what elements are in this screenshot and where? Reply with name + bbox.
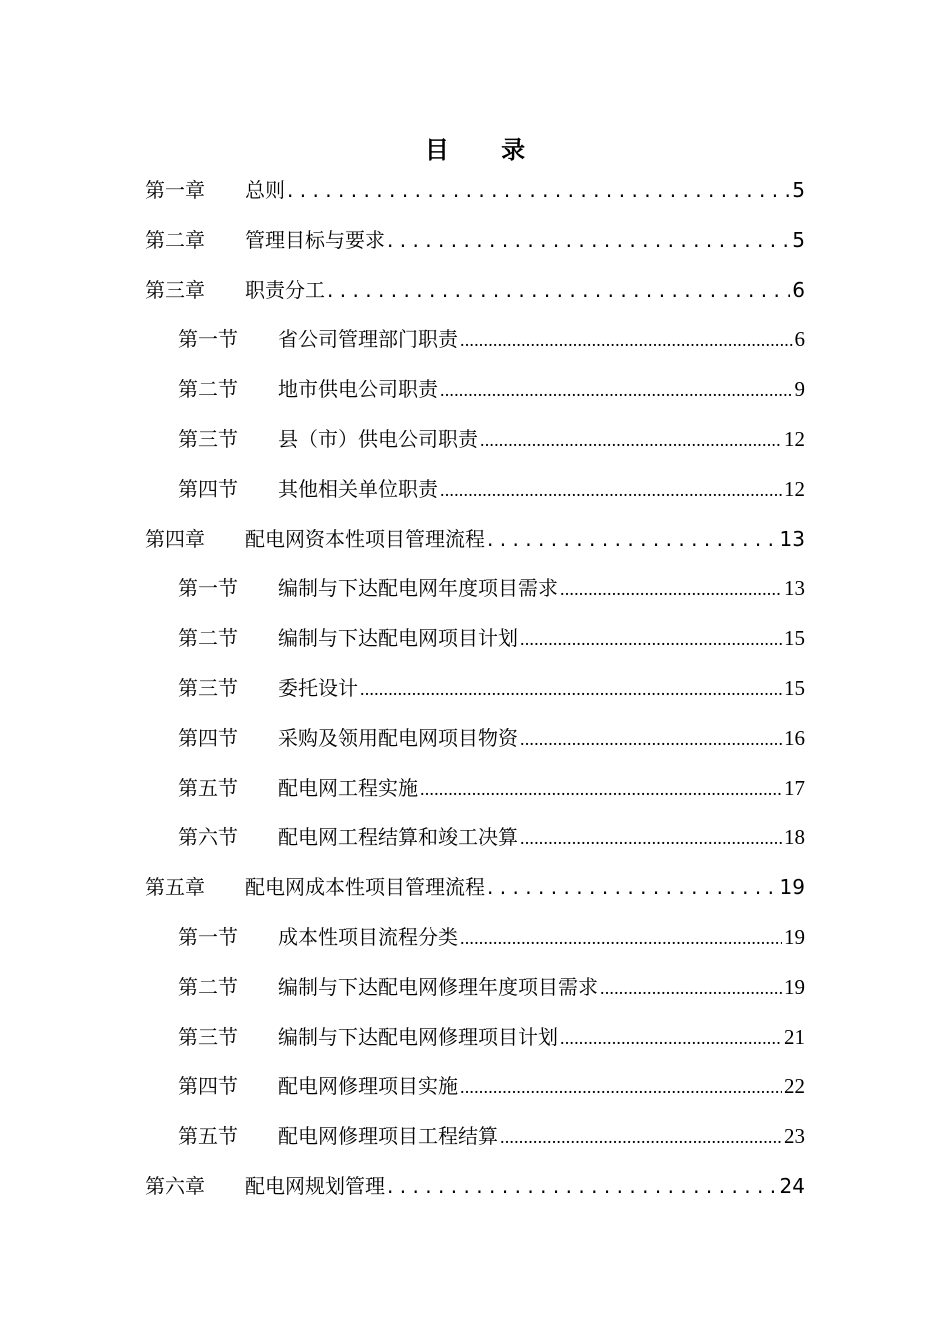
toc-entry-title: 编制与下达配电网修理项目计划: [278, 1024, 558, 1049]
toc-page-number: 19: [779, 875, 805, 900]
toc-page-number: 5: [792, 227, 805, 252]
toc-chapter-entry[interactable]: [145, 872, 805, 902]
toc-entry-label: 第一章: [145, 178, 205, 202]
toc-entry-label: 第四节: [178, 725, 238, 750]
toc-chapter-entry[interactable]: [145, 275, 805, 305]
toc-entry-label: 第一节: [178, 576, 238, 601]
toc-title: 目 录: [424, 136, 548, 164]
toc-dot-leader: [560, 574, 782, 604]
toc-entry-label: 第五章: [145, 875, 205, 900]
toc-section-entry[interactable]: [178, 573, 805, 603]
toc-section-entry[interactable]: [178, 1022, 805, 1052]
toc-entry-label: 第三节: [178, 1024, 238, 1049]
toc-dot-leader: [327, 275, 790, 305]
toc-section-entry[interactable]: [178, 972, 805, 1002]
toc-dot-leader: [460, 1072, 782, 1102]
toc-dot-leader: [520, 624, 782, 654]
toc-entry-title: 配电网成本性项目管理流程: [245, 875, 485, 900]
toc-section-entry[interactable]: [178, 474, 805, 504]
toc-dot-leader: [520, 823, 782, 853]
toc-entry-title: 总则: [245, 178, 285, 202]
toc-entry-title: 配电网修理项目工程结算: [278, 1124, 498, 1149]
toc-page-number: 16: [784, 725, 805, 750]
toc-dot-leader: [440, 475, 782, 505]
toc-dot-leader: [360, 674, 782, 704]
toc-page-number: 23: [784, 1124, 805, 1149]
toc-entry-label: 第六节: [178, 825, 238, 850]
toc-entry-title: 配电网修理项目实施: [278, 1074, 458, 1099]
toc-page-number: 22: [784, 1074, 805, 1099]
toc-page-number: 12: [784, 427, 805, 451]
toc-dot-leader: [420, 774, 782, 804]
toc-entry-label: 第六章: [145, 1174, 205, 1198]
toc-section-entry[interactable]: [178, 424, 805, 454]
toc-chapter-entry[interactable]: [145, 1171, 805, 1201]
toc-dot-leader: [387, 225, 790, 255]
toc-page-number: 19: [784, 974, 805, 999]
toc-dot-leader: [440, 375, 793, 405]
toc-dot-leader: [460, 325, 793, 355]
toc-entry-label: 第二节: [178, 377, 238, 402]
toc-entry-title: 管理目标与要求: [245, 227, 385, 252]
toc-page-number: 9: [794, 377, 805, 402]
toc-chapter-entry[interactable]: [145, 524, 805, 554]
toc-entry-label: 第三节: [178, 427, 238, 451]
toc-entry-title: 其他相关单位职责: [278, 476, 438, 501]
toc-entry-title: 省公司管理部门职责: [278, 327, 458, 352]
toc-chapter-entry[interactable]: [145, 175, 805, 205]
toc-entry-label: 第五节: [178, 775, 238, 800]
toc-entry-label: 第二节: [178, 974, 238, 999]
toc-page-number: 21: [784, 1024, 805, 1049]
toc-entry-title: 配电网规划管理: [245, 1174, 385, 1198]
toc-section-entry[interactable]: [178, 1071, 805, 1101]
toc-dot-leader: [287, 175, 790, 205]
toc-section-entry[interactable]: [178, 374, 805, 404]
toc-entry-title: 地市供电公司职责: [278, 377, 438, 402]
toc-dot-leader: [460, 923, 782, 953]
toc-dot-leader: [487, 872, 778, 902]
toc-entry-title: 编制与下达配电网项目计划: [278, 626, 518, 651]
toc-page-number: 13: [784, 576, 805, 601]
toc-section-entry[interactable]: [178, 324, 805, 354]
toc-entry-title: 成本性项目流程分类: [278, 925, 458, 949]
toc-page-number: 17: [784, 775, 805, 800]
toc-section-entry[interactable]: [178, 723, 805, 753]
toc-entry-title: 职责分工: [245, 277, 325, 302]
toc-entry-label: 第四节: [178, 1074, 238, 1099]
toc-entry-title: 编制与下达配电网年度项目需求: [278, 576, 558, 601]
toc-entry-label: 第二节: [178, 626, 238, 651]
toc-entry-label: 第三章: [145, 277, 205, 302]
toc-entry-label: 第四节: [178, 476, 238, 501]
toc-page-number: 12: [784, 476, 805, 501]
toc-dot-leader: [560, 1023, 782, 1053]
toc-page-number: 15: [784, 676, 805, 700]
toc-page-number: 5: [792, 178, 805, 202]
toc-page-number: 6: [794, 327, 805, 352]
toc-page-number: 24: [779, 1174, 805, 1198]
toc-dot-leader: [387, 1171, 778, 1201]
toc-dot-leader: [480, 425, 782, 455]
toc-section-entry[interactable]: [178, 1121, 805, 1151]
toc-entry-title: 配电网工程实施: [278, 775, 418, 800]
toc-page-number: 6: [792, 277, 805, 302]
toc-dot-leader: [520, 724, 782, 754]
toc-section-entry[interactable]: [178, 822, 805, 852]
toc-entry-label: 第三节: [178, 676, 238, 700]
toc-page-number: 18: [784, 825, 805, 850]
toc-page-number: 13: [779, 526, 805, 551]
toc-entry-label: 第二章: [145, 227, 205, 252]
toc-dot-leader: [487, 524, 778, 554]
toc-entry-title: 县（市）供电公司职责: [278, 427, 478, 451]
toc-entry-label: 第五节: [178, 1124, 238, 1149]
toc-section-entry[interactable]: [178, 673, 805, 703]
toc-entry-title: 委托设计: [278, 676, 358, 700]
toc-entry-title: 配电网资本性项目管理流程: [245, 526, 485, 551]
toc-entry-title: 采购及领用配电网项目物资: [278, 725, 518, 750]
toc-page-number: 19: [784, 925, 805, 949]
toc-entry-title: 编制与下达配电网修理年度项目需求: [278, 974, 598, 999]
toc-entry-label: 第一节: [178, 925, 238, 949]
toc-entry-label: 第四章: [145, 526, 205, 551]
toc-chapter-entry[interactable]: [145, 225, 805, 255]
toc-section-entry[interactable]: [178, 922, 805, 952]
toc-entry-label: 第一节: [178, 327, 238, 352]
toc-entry-title: 配电网工程结算和竣工决算: [278, 825, 518, 850]
toc-dot-leader: [500, 1122, 782, 1152]
toc-section-entry[interactable]: [178, 623, 805, 653]
toc-dot-leader: [600, 973, 782, 1003]
toc-section-entry[interactable]: [178, 773, 805, 803]
toc-page-number: 15: [784, 626, 805, 651]
